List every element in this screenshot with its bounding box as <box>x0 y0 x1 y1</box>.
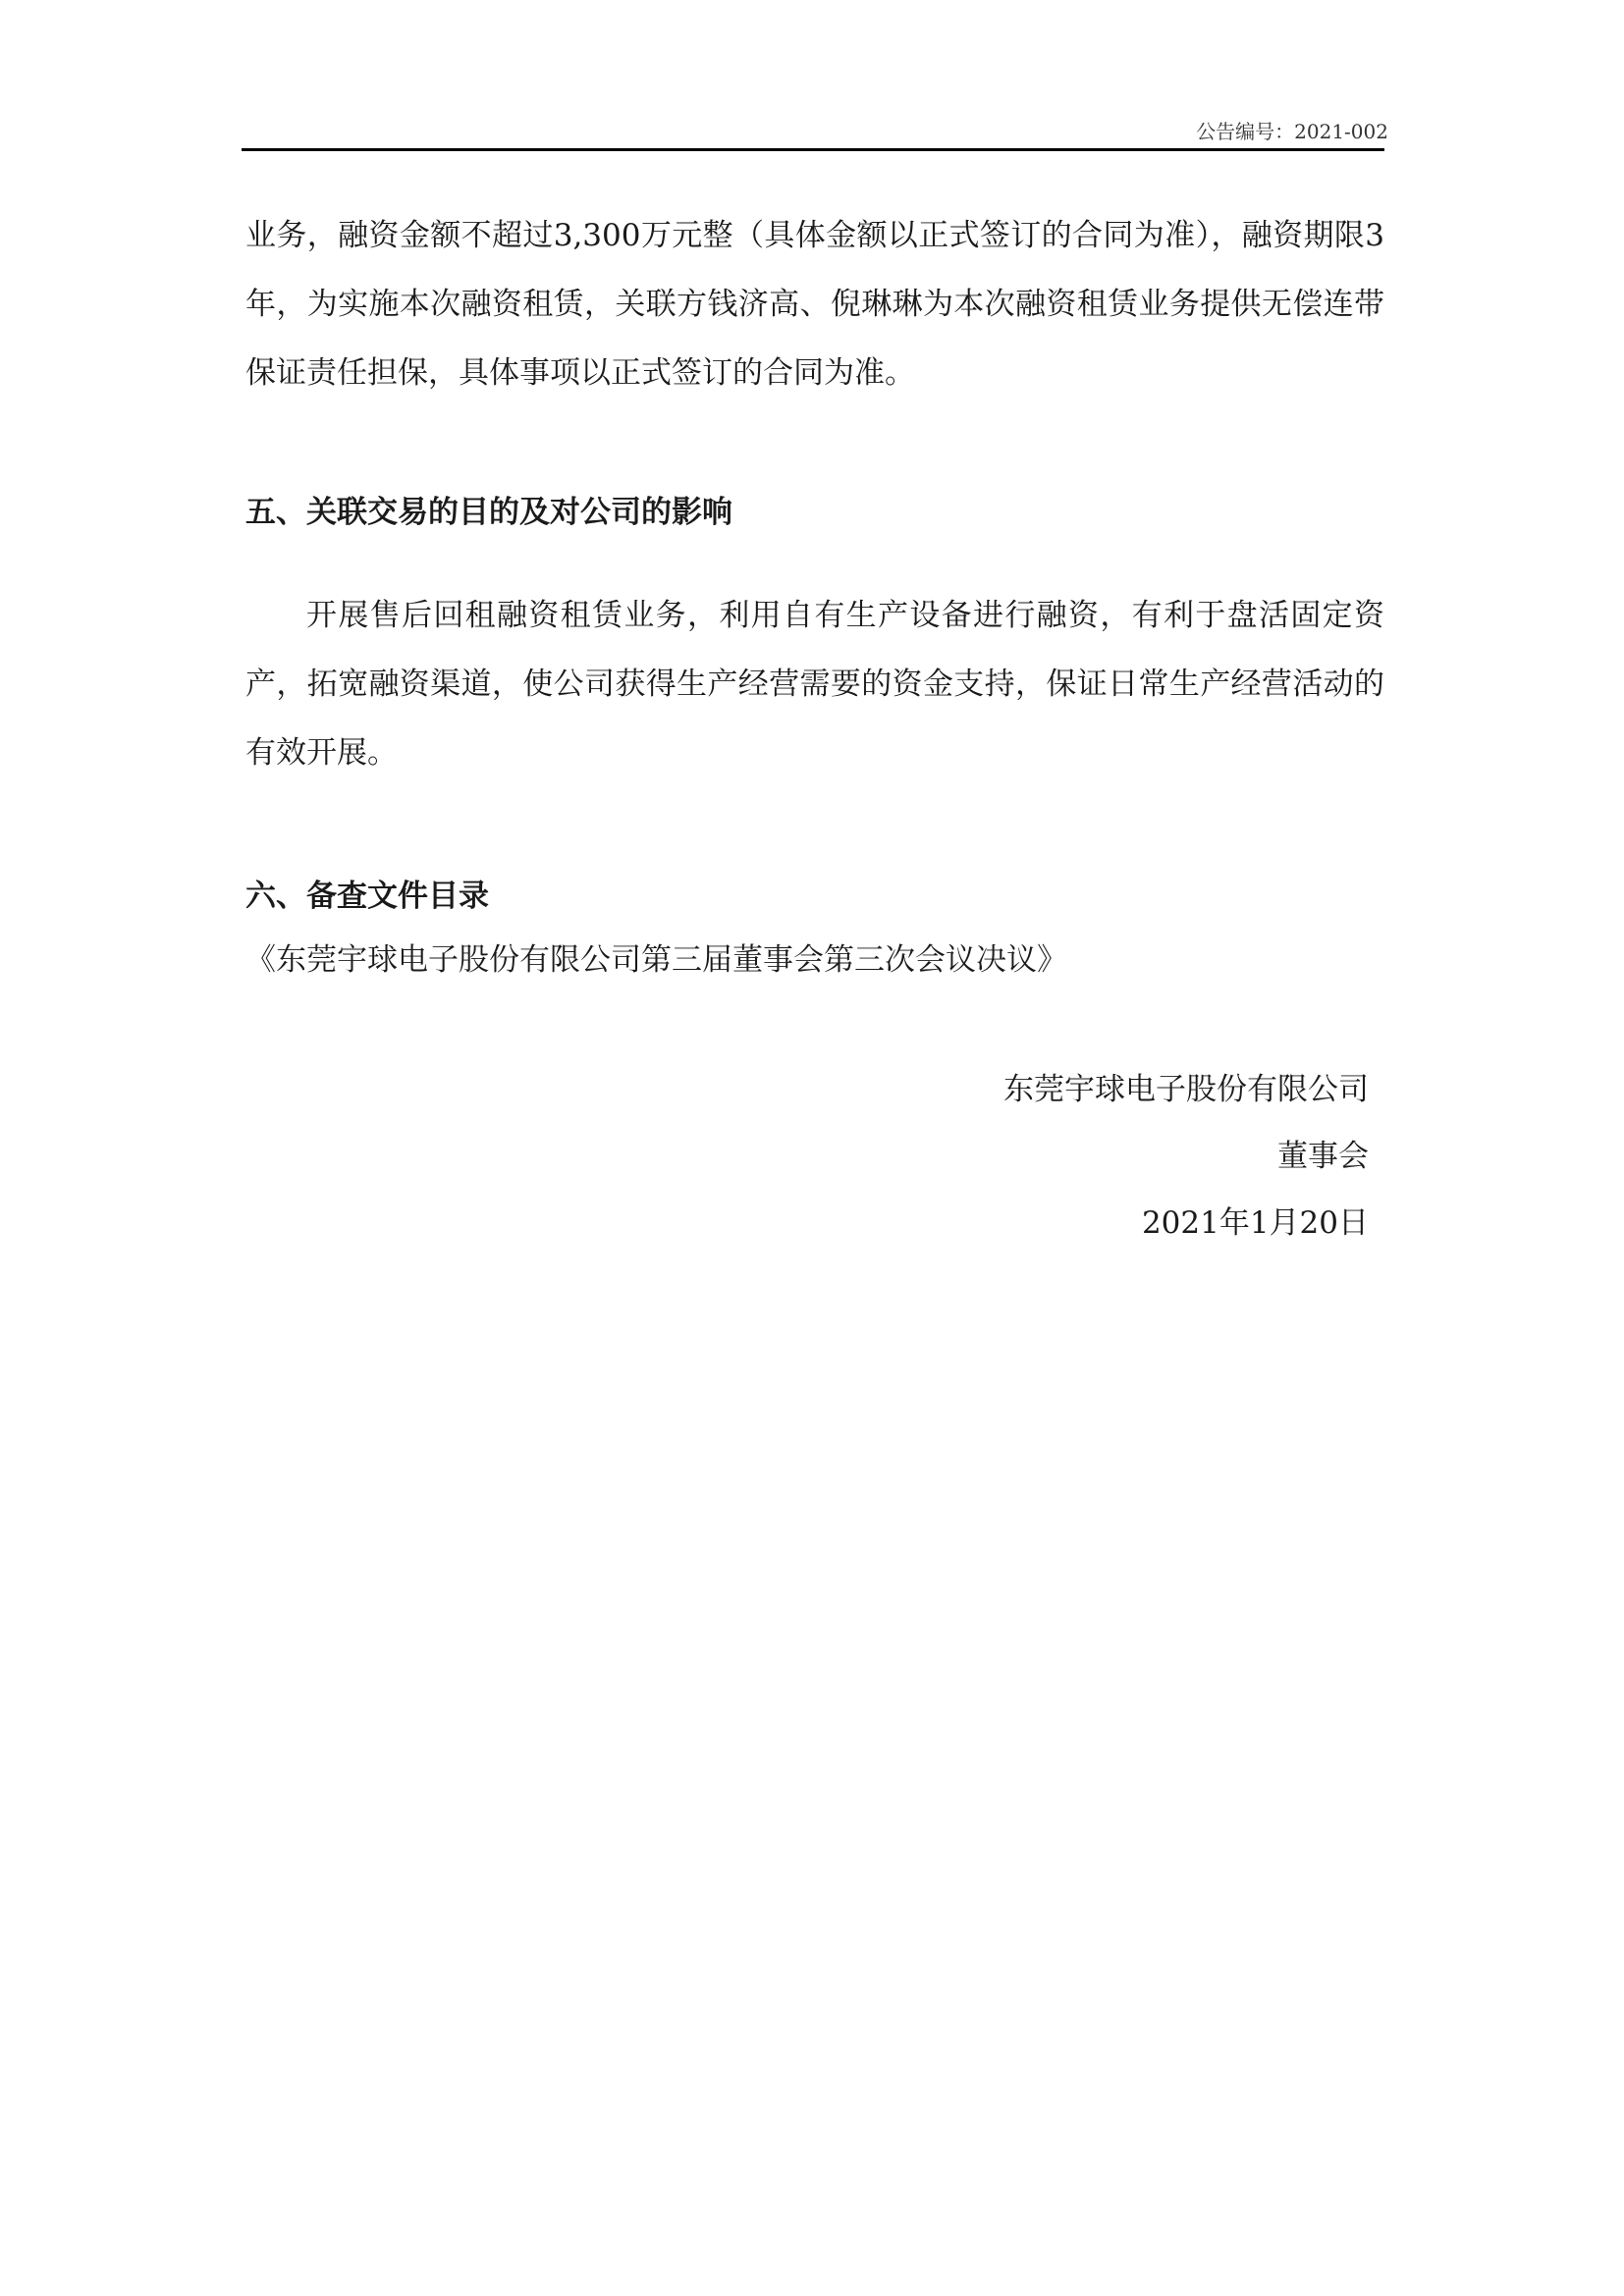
continued-paragraph: 业务，融资金额不超过3,300万元整（具体金额以正式签订的合同为准），融资期限3年，为实施本次融资租赁，关联方钱济高、倪琳琳为本次融资租赁业务提供无偿连带保证责任担保，具体事项以正式签订的合同为准。 <box>245 218 1384 391</box>
signature-company: 东莞宇球电子股份有限公司 <box>1003 1072 1369 1107</box>
section-6-heading: 六、备查文件目录 <box>245 879 489 914</box>
signature-board: 董事会 <box>1277 1139 1369 1174</box>
section-5-paragraph: 开展售后回租融资租赁业务，利用自有生产设备进行融资，有利于盘活固定资产，拓宽融资渠道，使公司获得生产经营需要的资金支持，保证日常生产经营活动的有效开展。 <box>245 598 1384 771</box>
signature-date: 2021年1月20日 <box>1141 1205 1369 1241</box>
reference-document: 《东莞宇球电子股份有限公司第三届董事会第三次会议决议》 <box>245 942 1067 978</box>
announcement-number: 公告编号：2021-002 <box>1196 120 1388 143</box>
section-5-heading: 五、关联交易的目的及对公司的影响 <box>245 495 732 530</box>
header-rule <box>242 148 1384 151</box>
